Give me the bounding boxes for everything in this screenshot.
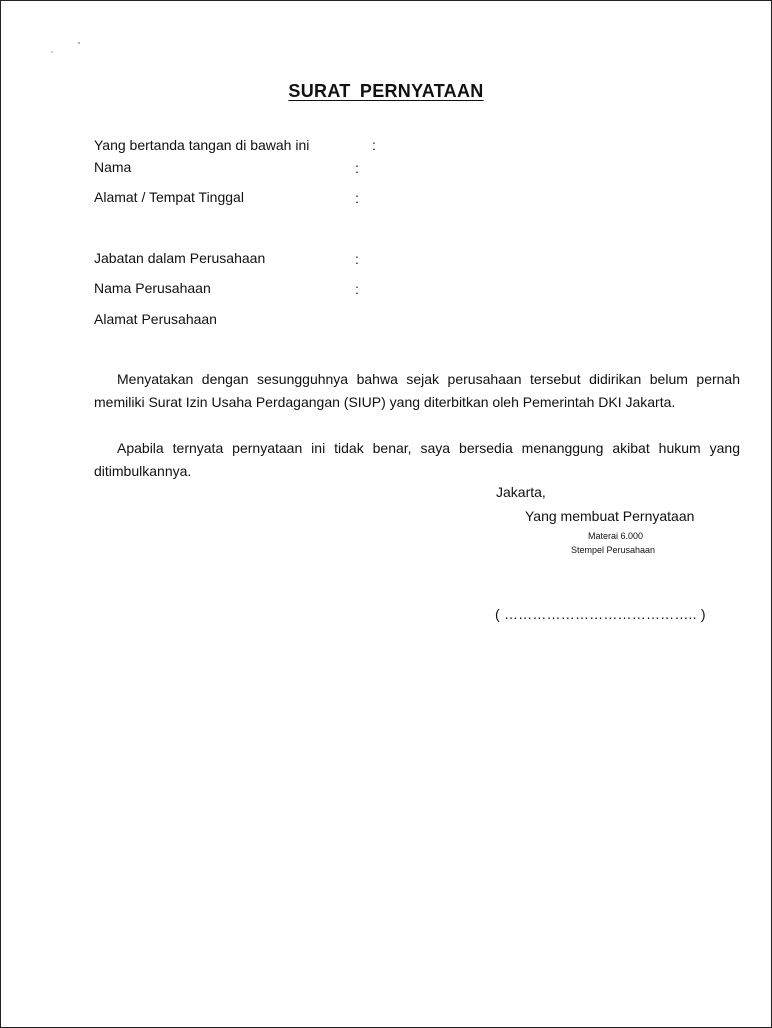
statement-paragraph: Menyatakan dengan sesungguhnya bahwa sejak perusahaan tersebut didirikan belum pernah memiliki Surat Izin Usaha Perdagangan (SIUP) yang diterbitkan oleh Pemerintah DKI Jakarta. [94, 371, 740, 410]
liability-paragraph: Apabila ternyata pernyataan ini tidak benar, saya bersedia menanggung akibat hukum yang ditimbulkannya. [94, 440, 740, 479]
scan-specks [47, 39, 87, 55]
signature-name-placeholder: ( ………………………………….. ) [495, 606, 706, 622]
field-colon-company-name: : [355, 281, 359, 297]
signature-materai: Materai 6.000 [588, 531, 644, 541]
field-colon-signatory: : [372, 137, 376, 153]
signature-stamp: Stempel Perusahaan [571, 545, 656, 555]
field-label-company-name: Nama Perusahaan [94, 280, 211, 296]
field-label-address: Alamat / Tempat Tinggal [94, 189, 244, 205]
field-colon-address: : [355, 190, 359, 206]
field-colon-name: : [355, 160, 359, 176]
field-label-name: Nama [94, 159, 132, 175]
field-label-position: Jabatan dalam Perusahaan [94, 250, 266, 266]
field-label-company-address: Alamat Perusahaan [94, 311, 217, 327]
field-label-signatory: Yang bertanda tangan di bawah ini [94, 137, 310, 153]
document-title: SURAT PERNYATAAN [288, 81, 484, 101]
field-colon-position: : [355, 251, 359, 267]
signature-maker: Yang membuat Pernyataan [525, 508, 695, 524]
signature-place: Jakarta, [496, 484, 546, 500]
